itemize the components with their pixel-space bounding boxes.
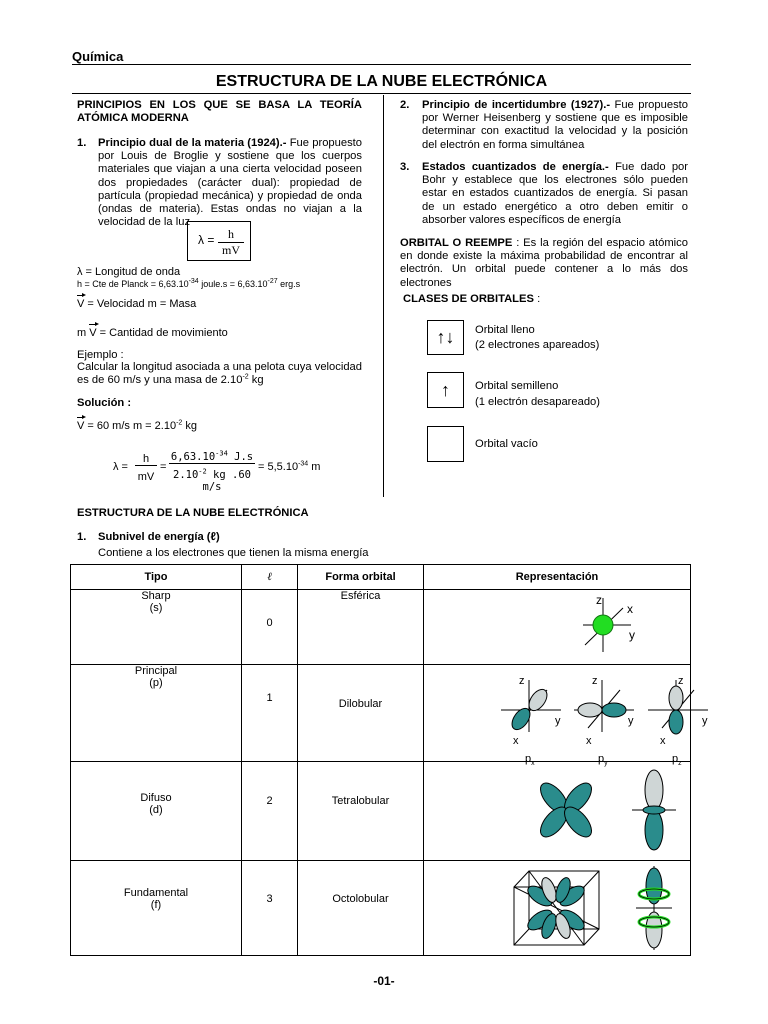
cell-representation <box>424 861 691 956</box>
principle-1-number: 1. <box>77 137 87 149</box>
orbital-empty-label: Orbital vacío <box>475 438 538 450</box>
cell-l: 0 <box>242 590 298 665</box>
s-orbital-diagram <box>563 590 683 664</box>
svg-text:pz: $p_z$ <box>672 753 682 767</box>
table-row <box>71 590 691 665</box>
example-label: Ejemplo : <box>77 349 124 361</box>
pz-orbital <box>648 675 708 767</box>
header-rule <box>72 64 691 65</box>
svg-text:y: y <box>702 715 708 727</box>
cell-representation <box>424 590 691 665</box>
py-orbital <box>574 675 634 767</box>
principle-2-title: Principio de incertidumbre (1927).- <box>422 99 611 111</box>
svg-text:x: x <box>660 735 666 747</box>
principle-3-body: Fue dado por Bohr y establece que los electrones sólo pueden estar en estados cuantizados de energía. Si pasan de un estado energético a otro deben emitir o absorber valores específicos de energía <box>422 161 689 226</box>
d-clover <box>536 778 597 841</box>
def-lambda: λ = Longitud de onda <box>77 266 181 278</box>
solution-givens: V = 60 m/s $m = 2.10^{-2}$ kg <box>77 419 197 432</box>
cell-tipo: Principal (p) <box>71 665 242 762</box>
principle-3-text <box>422 161 688 227</box>
vector-v-symbol: V <box>89 327 97 339</box>
cell-representation <box>424 665 708 767</box>
principle-1-title: Principio dual de la materia (1924).- <box>98 137 287 149</box>
svg-text:x: x <box>586 735 592 747</box>
f-cube <box>514 871 599 945</box>
orbital-empty-box <box>427 426 464 462</box>
cell-l: 2 <box>242 762 298 861</box>
vector-v-symbol: V <box>77 298 85 310</box>
vector-v-symbol: V <box>77 420 85 432</box>
f-orbitals-diagram <box>494 861 714 955</box>
subnivel-title: Subnivel de energía (ℓ) <box>98 531 220 543</box>
cell-l: 3 <box>242 861 298 956</box>
title-rule <box>72 93 691 94</box>
orbital-half-label: Orbital semilleno <box>475 380 559 392</box>
d-orbitals-diagram <box>494 762 714 860</box>
principle-3-number: 3. <box>400 161 410 173</box>
orbital-text: : Es la región del espacio atómico en donde existe la máxima probabilidad de encontrar al electrón. Un orbital puede contener a lo más dos electrones <box>400 237 688 289</box>
subnivel-number: 1. <box>77 531 87 543</box>
svg-text:x: x <box>627 602 633 616</box>
cell-tipo: Difuso (d) <box>71 762 242 861</box>
p-orbitals-diagram <box>484 665 724 767</box>
col-header-forma: Forma orbital <box>298 565 424 590</box>
column-separator <box>383 95 384 497</box>
orbital-full-desc: (2 electrones apareados) <box>475 339 600 351</box>
svg-text:py: $p_y$ <box>598 753 608 767</box>
table-header-row <box>71 565 691 590</box>
page-title: ESTRUCTURA DE LA NUBE ELECTRÓNICA <box>215 73 548 90</box>
dz2 <box>632 770 676 850</box>
def-momentum: m V = Cantidad de movimiento <box>77 327 228 339</box>
table-row <box>71 665 691 762</box>
cell-forma: Octolobular <box>298 861 424 956</box>
page-number: -01- <box>373 974 395 988</box>
subject-label: Química <box>72 49 124 64</box>
svg-text:y: y <box>555 715 561 727</box>
principle-3-title: Estados cuantizados de energía.- <box>422 161 609 173</box>
principle-1-text <box>98 137 362 229</box>
cell-tipo: Fundamental (f) <box>71 861 242 956</box>
debroglie-formula-box <box>187 221 251 261</box>
svg-text:z: z <box>596 593 602 607</box>
orbital-half-desc: (1 electrón desapareado) <box>475 396 601 408</box>
principles-heading: PRINCIPIOS EN LOS QUE SE BASA LA TEORÍA ATÓMICA MODERNA <box>77 99 362 125</box>
orbital-title: ORBITAL O REEMPE <box>400 237 513 249</box>
cell-representation <box>424 762 691 861</box>
cell-tipo: Sharp (s) <box>71 590 242 665</box>
solution-calculation: λ = h mV = $6,63.10^{-34}$ J.s $2.10^{-2}$ kg .60 m/s = $5,5.10^{-34}$ m <box>113 449 321 493</box>
svg-text:x: x <box>513 735 519 747</box>
section-2-title: ESTRUCTURA DE LA NUBE ELECTRÓNICA <box>77 507 309 519</box>
col-header-tipo: Tipo <box>71 565 242 590</box>
fz3 <box>636 866 672 950</box>
subnivel-table <box>70 564 708 956</box>
svg-text:z: z <box>678 675 684 687</box>
subnivel-text: Contiene a los electrones que tienen la misma energía <box>98 547 369 559</box>
svg-text:z: z <box>592 675 598 687</box>
col-header-representacion: Representación <box>424 565 691 590</box>
col-header-l: ℓ <box>242 565 298 590</box>
solution-label: Solución : <box>77 397 132 409</box>
orbital-classes-heading: CLASES DE ORBITALES : <box>403 293 541 305</box>
def-planck: h = Cte de Planck = $6,63.10^{-34}$ joule.s = $6,63.10^{-27}$ erg.s <box>77 278 301 289</box>
svg-text:z: z <box>519 675 525 687</box>
orbital-definition <box>400 237 688 290</box>
svg-text:px: $p_x$ <box>525 753 535 767</box>
orbital-full-label: Orbital lleno <box>475 324 535 336</box>
principle-1-body: Fue propuesto por Louis de Broglie y sostiene que los cuerpos materiales que viajan a una cierta velocidad poseen dos propiedades (carácter dual): propiedad de partícula (propiedad mecánica) y propiedad de onda (ondas de materia). Estas ondas no viajan a la velocidad de la luz <box>98 137 363 229</box>
principle-2-text <box>422 99 688 152</box>
cell-l: 1 <box>242 665 298 762</box>
principle-2-body: Fue propuesto por Werner Heisenberg y sostiene que es imposible determinar con exactitud la velocidad y la posición del electrón en forma simultánea <box>422 99 688 151</box>
cell-forma: Esférica <box>298 590 424 665</box>
principle-2-number: 2. <box>400 99 410 111</box>
formula-denominator: mV <box>222 243 240 257</box>
svg-text:y: y <box>629 628 635 642</box>
svg-text:y: y <box>628 715 634 727</box>
formula-numerator: h <box>218 227 244 243</box>
orbital-full-box: ↑↓ <box>427 320 464 355</box>
def-velocity: V = Velocidad m = Masa <box>77 298 197 310</box>
table-row <box>71 762 691 861</box>
px-orbital <box>501 675 561 767</box>
cell-forma: Tetralobular <box>298 762 424 861</box>
cell-forma: Dilobular <box>298 665 424 762</box>
table-row <box>71 861 691 956</box>
formula-lhs: λ = <box>198 233 215 247</box>
orbital-half-box: ↑ <box>427 372 464 408</box>
example-text: Calcular la longitud asociada a una pelota cuya velocidad es de 60 m/s y una masa de $2.10^{-2}$ kg <box>77 361 362 387</box>
